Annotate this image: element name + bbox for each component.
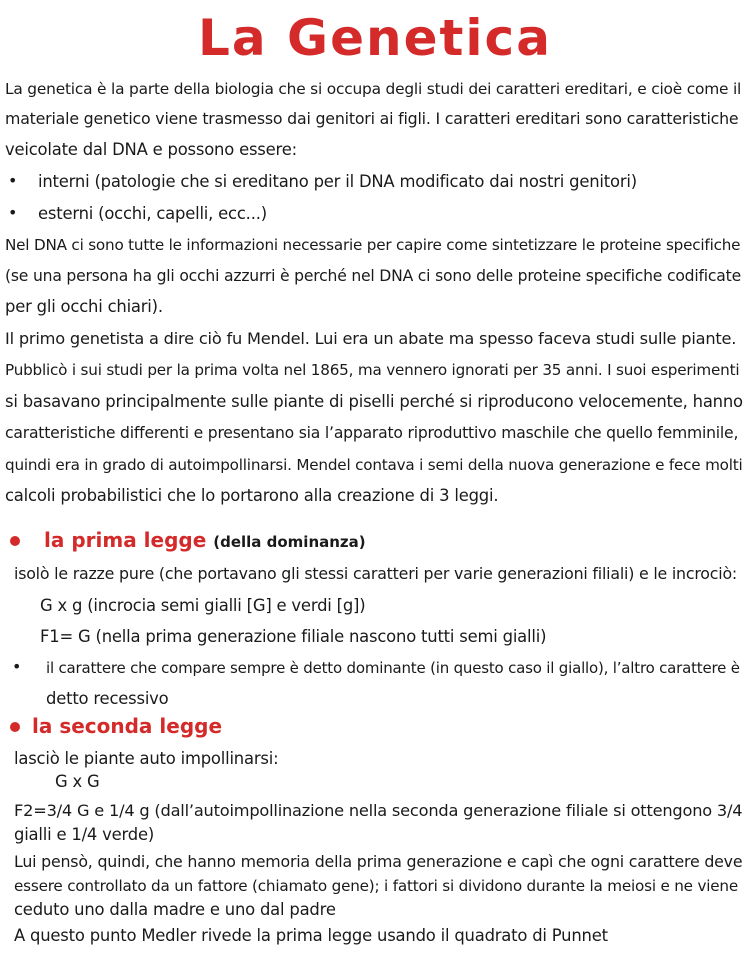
intro-line: veicolate dal DNA e possono essere: (5, 140, 297, 159)
law2-line: essere controllato da un fattore (chiamato gene); i fattori si dividono durante la meiosi e ne viene (14, 877, 738, 895)
law1-title: la prima legge (44, 528, 207, 552)
law2-line: gialli e 1/4 verde) (14, 825, 155, 844)
red-bullet-icon (10, 536, 20, 546)
red-bullet-icon (10, 722, 20, 732)
paragraph-line: Il primo genetista a dire ciò fu Mendel. Lui era un abate ma spesso faceva studi sulle piante. (5, 329, 737, 348)
law2-line: F2=3/4 G e 1/4 g (dall’autoimpollinazione nella seconda generazione filiale si ottengono 3/4 (14, 801, 743, 820)
law2-line: Lui pensò, quindi, che hanno memoria della prima generazione e capì che ogni carattere deve (14, 852, 743, 871)
law2-title: la seconda legge (32, 714, 223, 738)
bullet-dot-icon: • (12, 657, 22, 676)
law1-heading (44, 528, 366, 554)
bullet-dot-icon: • (8, 203, 18, 222)
page-title: La Genetica (198, 9, 552, 67)
intro-line: materiale genetico viene trasmesso dai genitori ai figli. I caratteri ereditari sono caratteristiche (5, 109, 739, 128)
law1-line: G x g (incrocia semi gialli [G] e verdi [g]) (40, 596, 366, 615)
paragraph-line: quindi era in grado di autoimpollinarsi. Mendel contava i semi della nuova generazione e fece molti (5, 456, 743, 474)
paragraph-line: Nel DNA ci sono tutte le informazioni necessarie per capire come sintetizzare le proteine specifiche (5, 236, 741, 254)
paragraph-line: caratteristiche differenti e presentano sia l’apparato riproduttivo maschile che quello femminile, (5, 424, 739, 442)
paragraph-line: calcoli probabilistici che lo portarono alla creazione di 3 leggi. (5, 486, 499, 505)
paragraph-line: si basavano principalmente sulle piante di piselli perché si riproducono velocemente, hanno (5, 392, 743, 411)
law2-line: G x G (55, 772, 100, 791)
law1-line: F1= G (nella prima generazione filiale nascono tutti semi gialli) (40, 627, 547, 646)
bullet-dot-icon: • (8, 171, 18, 190)
paragraph-line: per gli occhi chiari). (5, 297, 163, 316)
law2-line: ceduto uno dalla madre e uno dal padre (14, 900, 336, 919)
bullet-item: esterni (occhi, capelli, ecc...) (38, 204, 267, 223)
law1-subtitle: (della dominanza) (213, 533, 366, 551)
law1-bullet-line: il carattere che compare sempre è detto dominante (in questo caso il giallo), l’altro carattere è (46, 659, 740, 677)
law1-line: isolò le razze pure (che portavano gli stessi caratteri per varie generazioni filiali) e le incrociò: (14, 564, 738, 583)
intro-line: La genetica è la parte della biologia che si occupa degli studi dei caratteri ereditari, e cioè come il (5, 80, 742, 98)
law2-line: A questo punto Medler rivede la prima legge usando il quadrato di Punnet (14, 926, 608, 945)
bullet-item: interni (patologie che si ereditano per il DNA modificato dai nostri genitori) (38, 172, 637, 191)
law1-bullet-line: detto recessivo (46, 689, 169, 708)
paragraph-line: Pubblicò i sui studi per la prima volta nel 1865, ma vennero ignorati per 35 anni. I suoi esperimenti (5, 361, 740, 379)
law2-line: lasciò le piante auto impollinarsi: (14, 749, 279, 768)
paragraph-line: (se una persona ha gli occhi azzurri è perché nel DNA ci sono delle proteine specifiche codificate (5, 267, 741, 285)
